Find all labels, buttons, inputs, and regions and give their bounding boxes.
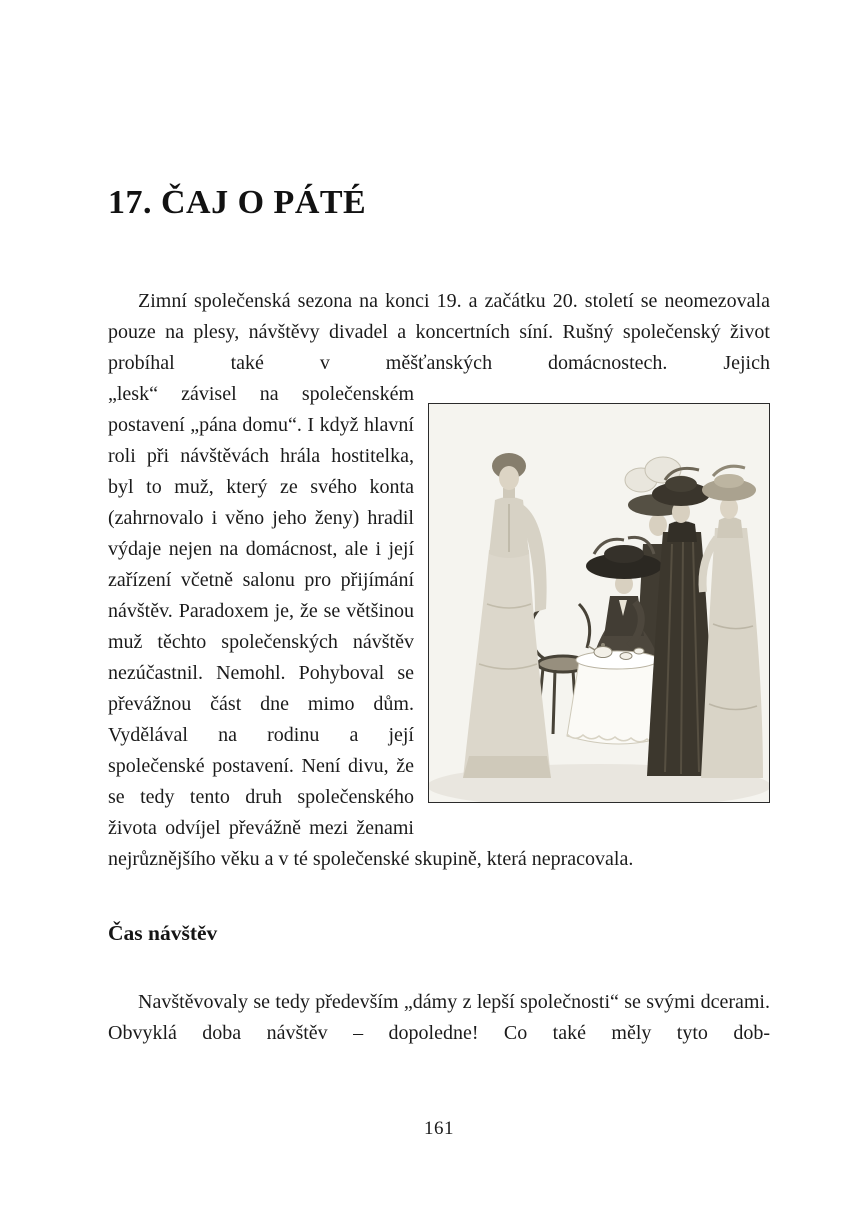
tea-party-illustration-drawing (429, 404, 769, 802)
page-number: 161 (424, 1118, 454, 1139)
tea-party-illustration (428, 403, 770, 803)
body-text (108, 286, 770, 1049)
paragraph-visits: Navštěvovaly se tedy především „dámy z lepší společnosti“ se svými dcerami. Obvyklá doba návštěv – dopoledne! Co také měly tyto dob- (108, 991, 770, 1044)
section-heading: Čas návštěv (108, 921, 218, 945)
paragraph-body: „lesk“ závisel na společenském postavení „pána domu“. I když hlavní roli při návštěvách hrála hostitelka, byl to muž, který ze svého konta (zahrnovalo i věno jeho ženy) hradil výdaje nejen na domácnost, ale i její zařízení včetně salonu pro přijímání návštěv. Paradoxem je, že se většinou muž těchto společenských návštěv nezúčastnil. Nemohl. Pohyboval se převážnou část dne mimo dům. Vydělával na rodinu a její společenské postavení. Není divu, že se tedy tento druh společenského života odvíjel převážně mezi ženami nejrůznějšího věku a v té společenské skupině, která nepracovala. (108, 383, 634, 870)
chapter-title: 17. ČAJ O PÁTÉ (108, 184, 367, 221)
text-image-wrap (108, 379, 770, 875)
paragraph-intro: Zimní společenská sezona na konci 19. a začátku 20. století se neomezovala pouze na plesy, návštěvy divadel a koncertních síní. Rušný společenský život probíhal také v měšťanských domácnostech. Jejich (108, 290, 770, 374)
